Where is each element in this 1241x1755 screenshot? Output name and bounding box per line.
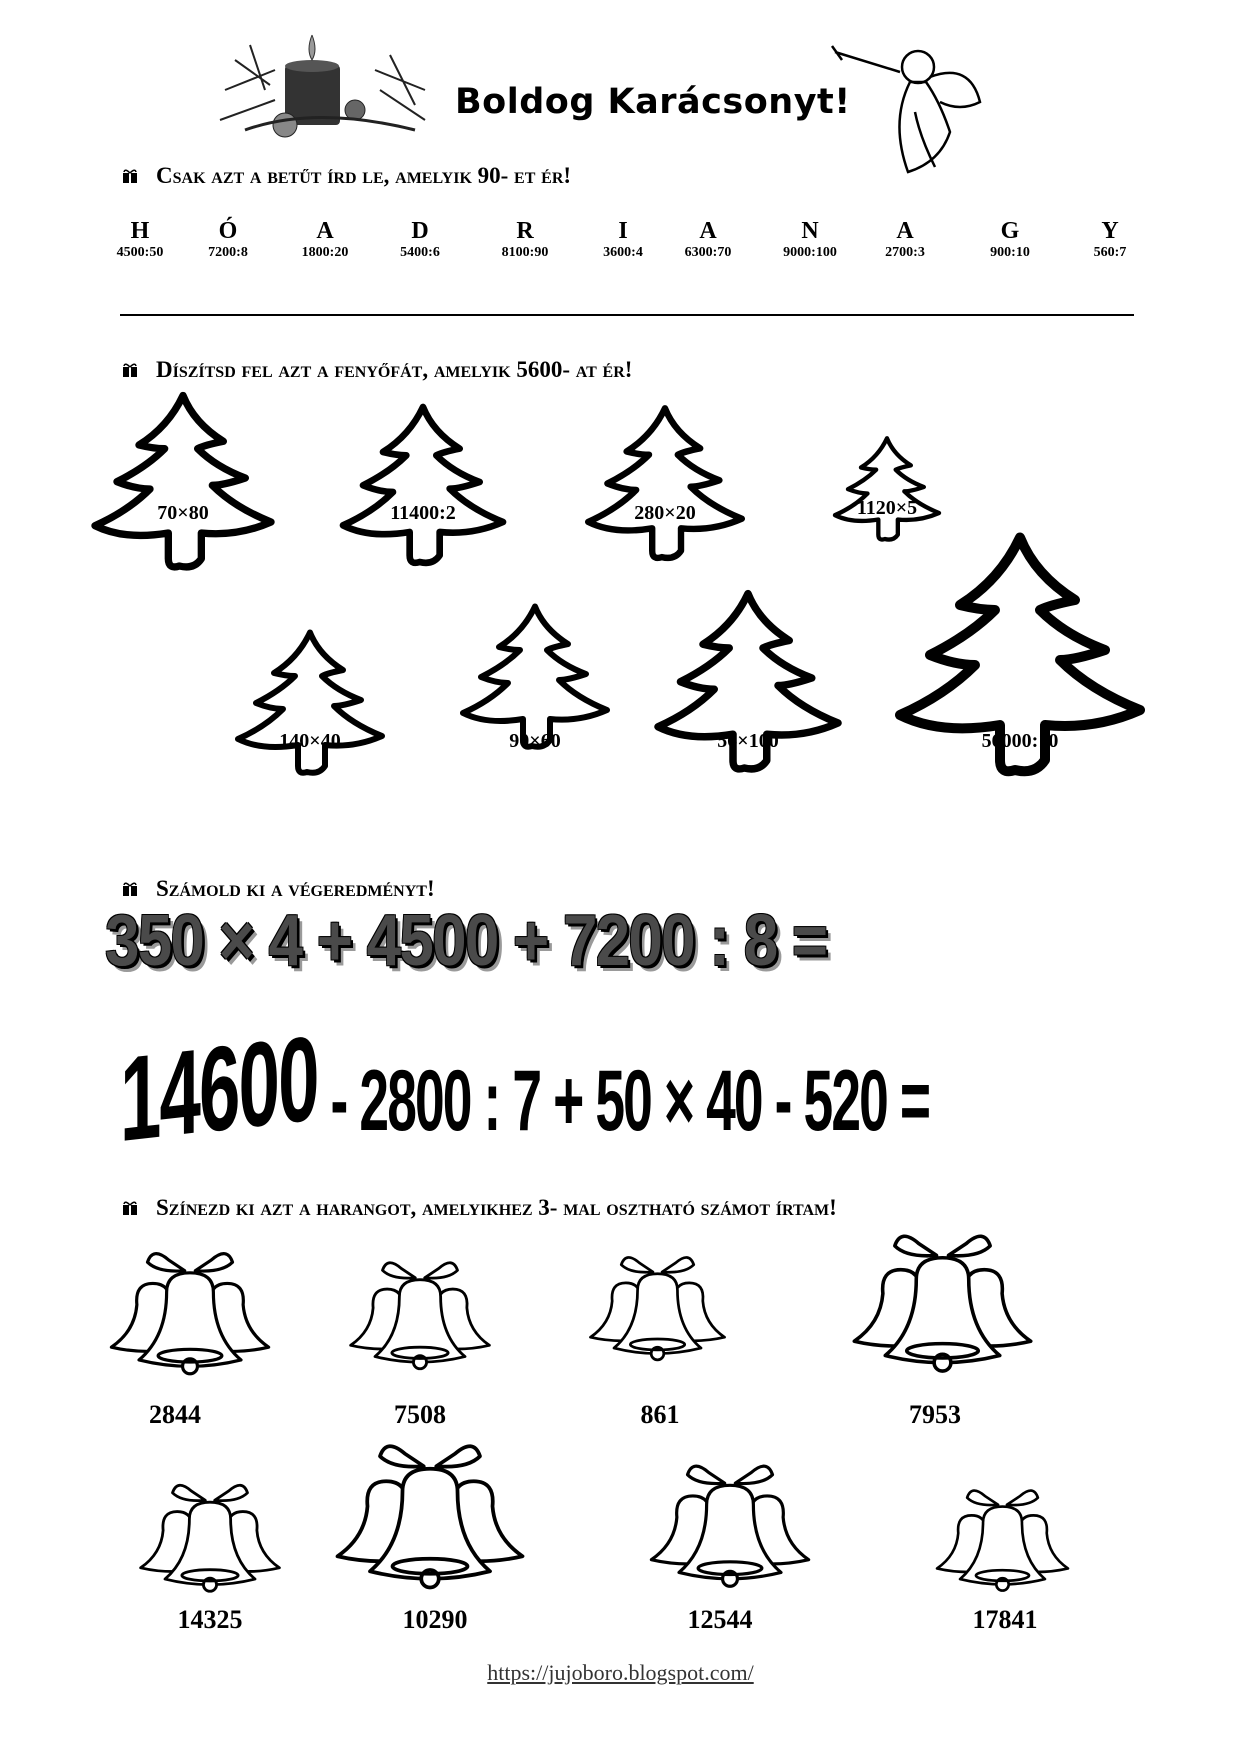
tree-icon [460,572,610,812]
tree-label: 56×100 [717,730,779,752]
tree[interactable] [460,572,610,812]
letter-item [965,218,1055,262]
letter-item [183,218,273,262]
tree-label: 11400:2 [390,502,456,524]
letter-item [860,218,950,262]
letter-expression: 4500:50 [116,245,164,260]
tree-label: 1120×5 [856,497,918,519]
letter: Y [1101,218,1119,244]
gift-icon [122,168,138,184]
bell-number: 12544 [687,1605,753,1634]
task3-text: Számold ki a végeredményt! [156,876,435,901]
source-link[interactable]: https://jujoboro.blogspot.com/ [487,1660,754,1685]
task2-instruction [122,357,632,383]
letter-expression: 7200:8 [208,245,248,260]
bell-number: 2844 [149,1400,201,1429]
tree-icon [88,390,278,610]
angel-trumpet-image [830,42,990,182]
tree-label: 280×20 [634,502,696,524]
expression-1: 350 × 4 + 4500 + 7200 : 8 = [105,901,827,981]
letter-item [280,218,370,262]
bell-icon [345,1250,495,1375]
tree-icon [648,588,848,813]
letter: A [896,218,914,244]
bell[interactable] [345,1250,495,1375]
bell[interactable] [830,1222,1055,1377]
letter: H [130,218,150,244]
bell-icon [330,1425,530,1600]
gift-icon [122,362,138,378]
bell-number: 7953 [909,1400,961,1429]
task2-text: Díszítsd fel azt a fenyőfát, amelyik 5600- at ér! [156,357,633,382]
letter-code-row [110,218,1140,268]
letter-expression: 900:10 [990,245,1030,260]
bell[interactable] [135,1470,285,1600]
letter: R [516,218,534,244]
bell-icon [930,1480,1075,1595]
letter: A [699,218,717,244]
bell[interactable] [645,1440,815,1605]
tree-label: 56000:10 [981,730,1059,752]
letter-expression: 560:7 [1093,245,1127,260]
letter-item [480,218,570,262]
bell-number: 10290 [402,1605,468,1634]
letter-expression: 8100:90 [501,245,549,260]
answer-line [120,314,1134,316]
letter-item [765,218,855,262]
bell-number: 17841 [972,1605,1038,1634]
tree[interactable] [210,628,410,808]
task4-text: Színezd ki azt a harangot, amelyikhez 3- mal osztható számot írtam! [156,1195,837,1220]
task4-instruction [122,1195,837,1221]
tree[interactable] [648,588,848,813]
task3-instruction [122,876,435,902]
bell-icon [105,1240,275,1380]
letter: N [801,218,819,244]
page-title: Boldog Karácsonyt! [455,82,851,122]
letter: G [1000,218,1020,244]
letter-item [663,218,753,262]
bell-icon [585,1238,730,1373]
bell-icon [135,1470,285,1600]
candle-wreath-image [215,30,435,150]
tree-label: 140×40 [279,730,341,752]
letter-expression: 5400:6 [400,245,440,260]
letter: D [411,218,429,244]
task1-instruction [122,163,571,189]
bell[interactable] [585,1238,730,1373]
gift-icon [122,1200,138,1216]
bell[interactable] [330,1425,530,1600]
letter-expression: 3600:4 [603,245,643,260]
bell-number: 861 [640,1400,680,1429]
bell-number: 7508 [394,1400,446,1429]
expression-2 [120,1010,930,1168]
letter-item [578,218,668,262]
letter-expression: 2700:3 [885,245,925,260]
task1-text: Csak azt a betűt írd le, amelyik 90- et ér! [156,163,572,188]
letter-item [95,218,185,262]
tree-icon [895,515,1145,845]
letter-item [375,218,465,262]
letter: Ó [218,218,238,244]
letter-expression: 6300:70 [684,245,732,260]
expression-2-rest: - 2800 : 7 + 50 × 40 - 520 = [317,1053,930,1149]
bell[interactable] [105,1240,275,1380]
bell-number: 14325 [177,1605,243,1634]
tree[interactable] [88,390,278,610]
letter: I [618,218,628,244]
letter-expression: 1800:20 [301,245,349,260]
letter: A [316,218,334,244]
bell[interactable] [930,1480,1075,1595]
tree-icon [210,628,410,808]
expression-2-first-number: 14600 [120,1010,318,1168]
tree[interactable] [895,515,1145,845]
tree-label: 70×80 [157,502,209,524]
bell-icon [645,1440,815,1605]
gift-icon [122,881,138,897]
tree-label: 90×60 [509,730,561,752]
letter-expression: 9000:100 [783,245,837,260]
bell-icon [830,1222,1055,1377]
letter-item [1065,218,1155,262]
